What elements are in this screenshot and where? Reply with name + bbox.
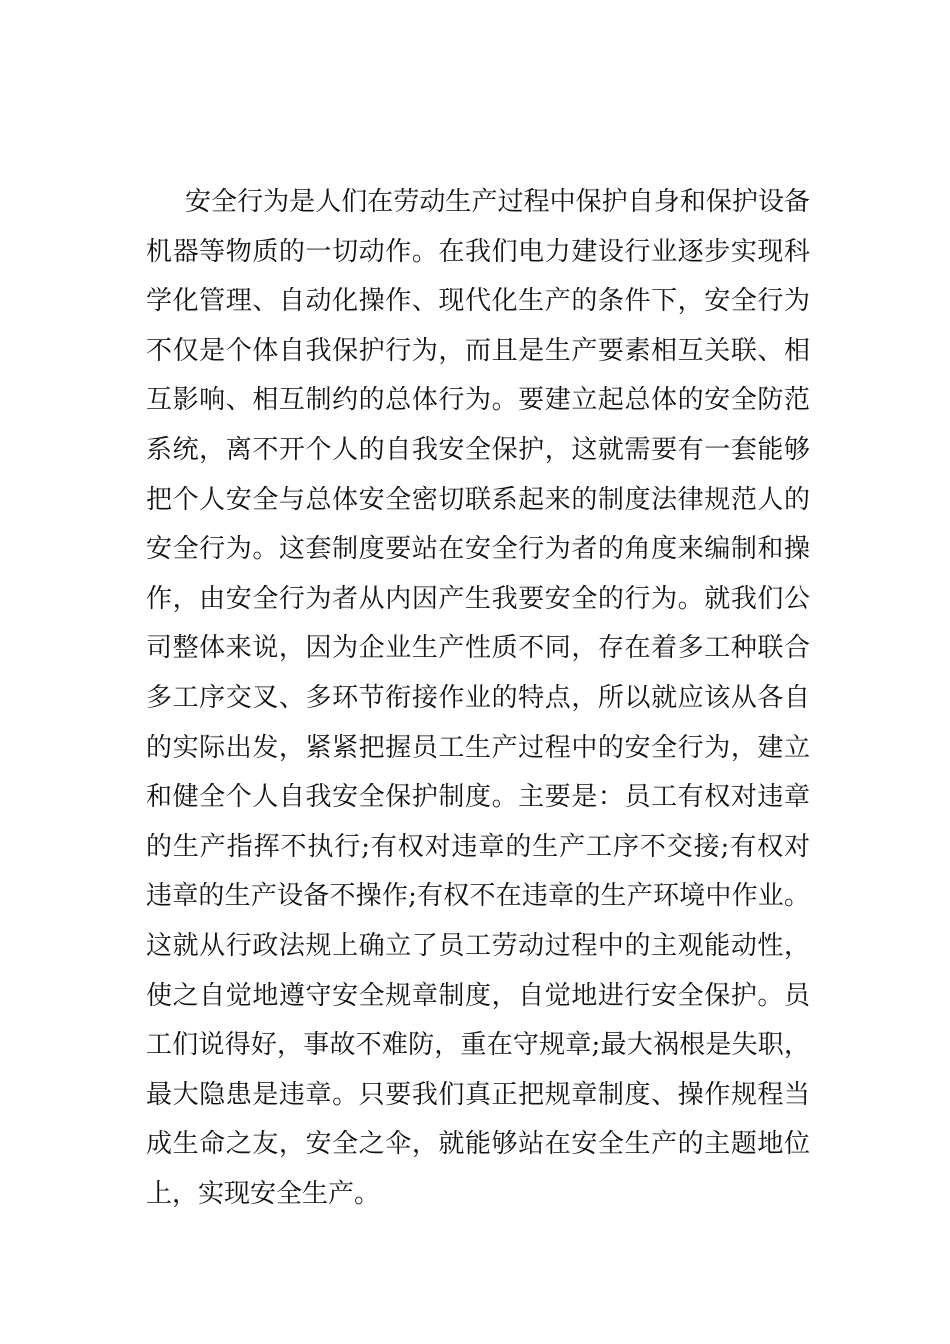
paragraph-line: 把个人安全与总体安全密切联系起来的制度法律规范人的 [146,484,810,515]
paragraph-line: 的实际出发，紧紧把握员工生产过程中的安全行为，建立 [146,732,810,763]
paragraph-line: 使之自觉地遵守安全规章制度，自觉地进行安全保护。员 [146,980,810,1011]
paragraph-line: 工们说得好，事故不难防，重在守规章;最大祸根是失职， [146,1030,810,1061]
paragraph-line: 上，实现安全生产。 [146,1178,381,1209]
paragraph-line: 作，由安全行为者从内因产生我要安全的行为。就我们公 [146,583,810,614]
paragraph-line: 成生命之友，安全之伞，就能够站在安全生产的主题地位 [146,1129,810,1160]
paragraph-line: 安全行为是人们在劳动生产过程中保护自身和保护设备 [185,187,810,217]
paragraph-line: 违章的生产设备不操作;有权不在违章的生产环境中作业。 [146,881,810,912]
paragraph-line: 的生产指挥不执行;有权对违章的生产工序不交接;有权对 [146,831,810,862]
body-paragraph [146,178,810,1219]
paragraph-line: 这就从行政法规上确立了员工劳动过程中的主观能动性， [146,930,810,961]
paragraph-line: 司整体来说，因为企业生产性质不同，存在着多工种联合 [146,633,810,664]
paragraph-line: 系统，离不开个人的自我安全保护，这就需要有一套能够 [146,434,810,465]
paragraph-line: 安全行为。这套制度要站在安全行为者的角度来编制和操 [146,534,810,565]
paragraph-line: 多工序交叉、多环节衔接作业的特点，所以就应该从各自 [146,682,810,713]
paragraph-line: 学化管理、自动化操作、现代化生产的条件下，安全行为 [146,286,810,317]
paragraph-line: 互影响、相互制约的总体行为。要建立起总体的安全防范 [146,385,810,416]
paragraph-line: 不仅是个体自我保护行为，而且是生产要素相互关联、相 [146,335,810,366]
paragraph-line: 机器等物质的一切动作。在我们电力建设行业逐步实现科 [146,236,810,267]
paragraph-line: 最大隐患是违章。只要我们真正把规章制度、操作规程当 [146,1079,810,1110]
paragraph-line: 和健全个人自我安全保护制度。主要是：员工有权对违章 [146,782,810,813]
